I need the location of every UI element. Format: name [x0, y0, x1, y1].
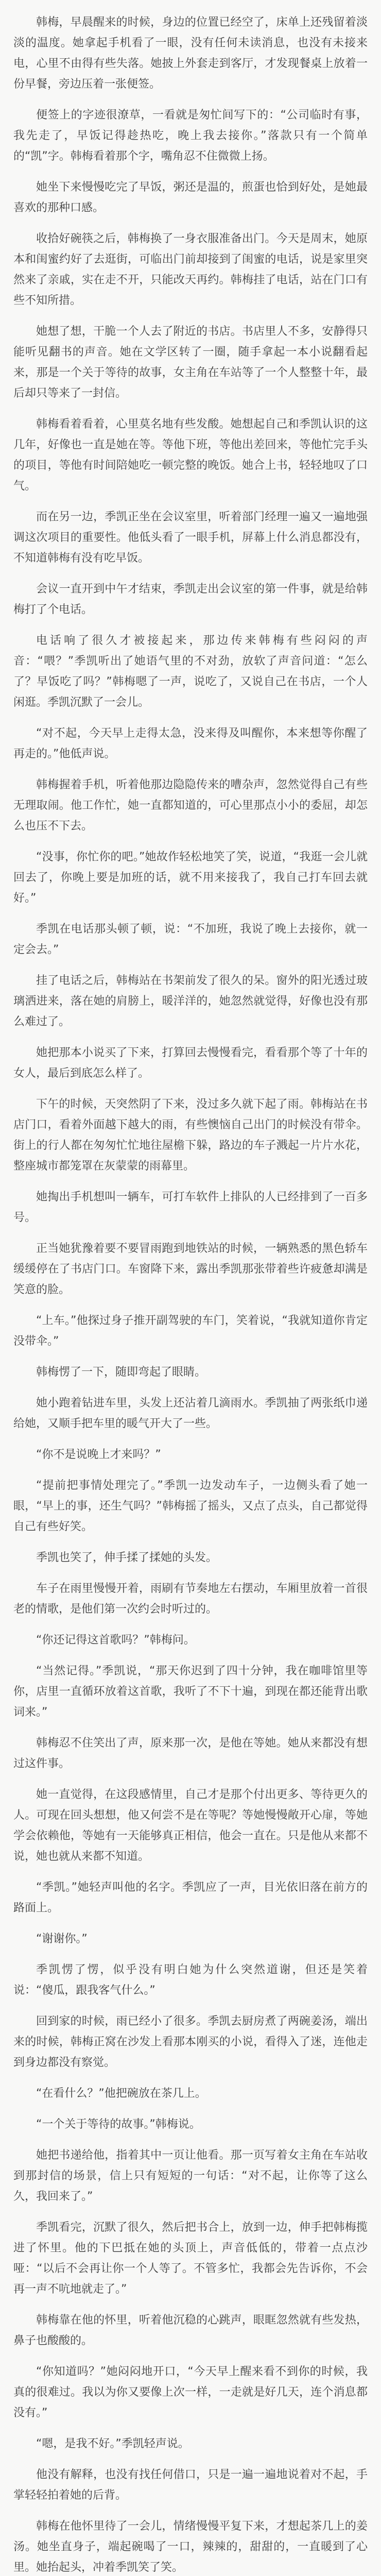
story-paragraph: “提前把事情处理完了。”季凯一边发动车子，一边侧头看了她一眼，“早上的事，还生气吗？”韩梅摇了摇头，又点了点头，自己都觉得自己有些好笑。 [13, 1479, 368, 1533]
story-paragraph: 她一直觉得，在这段感情里，自己才是那个付出更多、等待更久的人。可现在回头想想，他又何尝不是在等呢？等她慢慢敞开心扉，等她学会依赖他，等她有一天能够真正相信，他会一直在。只是他从来都不说，她也就从来都不知道。 [13, 1788, 368, 1863]
story-paragraph: “对不起，今天早上走得太急，没来得及叫醒你，本来想等你醒了再走的。”他低声说。 [13, 727, 368, 760]
story-paragraph: 韩梅看着看着，心里莫名地有些发酸。她想起自己和季凯认识的这几年，好像也一直是她在等。等他下班，等他出差回来，等他忙完手头的项目，等他有时间陪她吃一顿完整的晚饭。她合上书，轻轻地叹了口气。 [13, 418, 368, 493]
story-paragraph: 韩梅，早晨醒来的时候，身边的位置已经空了，床单上还残留着淡淡的温度。她拿起手机看了一眼，没有任何未读消息，也没有未接来电，心里不由得有些失落。她披上外套走到客厅，才发现餐桌上放着一份早餐，旁边压着一张便签。 [13, 16, 368, 91]
story-paragraph: “季凯。”她轻声叫他的名字。季凯应了一声，目光依旧落在前方的路面上。 [13, 1881, 368, 1914]
story-paragraph: 她坐下来慢慢吃完了早饭，粥还是温的，煎蛋也恰到好处，是她最喜欢的那种口感。 [13, 181, 368, 214]
story-paragraph: “你知道吗？”她闷闷地开口，“今天早上醒来看不到你的时候，我真的很难过。我以为你又要像上次一样，一走就是好几天，连个消息都没有。” [13, 2365, 368, 2419]
story-paragraph: 她把那本小说买了下来，打算回去慢慢看完，看看那个等了十年的女人，最后到底怎么样了。 [13, 1046, 368, 1080]
story-paragraph: 电话响了很久才被接起来，那边传来韩梅有些闷闷的声音：“喂？”季凯听出了她语气里的不对劲，放软了声音问道：“怎么了？早饭吃了吗？”韩梅嗯了一声，说吃了，又说自己在书店，一个人闲逛。季凯沉默了一会儿。 [13, 634, 368, 709]
story-paragraph: 韩梅愣了一下，随即弯起了眼睛。 [36, 1366, 206, 1379]
story-paragraph: 便签上的字迹很潦草，一看就是匆忙间写下的：“公司临时有事，我先走了，早饭记得趁热吃，晚上我去接你。”落款只有一个简单的“凯”字。韩梅看着那个字，嘴角忍不住微微上扬。 [13, 109, 368, 163]
story-paragraph: “你不是说晚上才来吗？” [36, 1448, 161, 1461]
story-paragraph: 季凯也笑了，伸手揉了揉她的头发。 [36, 1551, 218, 1564]
story-paragraph: 会议一直开到中午才结束，季凯走出会议室的第一件事，就是给韩梅打了个电话。 [13, 583, 368, 616]
story-paragraph: 韩梅靠在他的怀里，听着他沉稳的心跳声，眼眶忽然就有些发热，鼻子也酸酸的。 [13, 2314, 368, 2347]
story-paragraph: 挂了电话之后，韩梅站在书架前发了很久的呆。窗外的阳光透过玻璃洒进来，落在她的肩膀上，暖洋洋的，她忽然就觉得，好像也没有那么难过了。 [13, 974, 368, 1028]
story-paragraph: “谢谢你。” [36, 1933, 88, 1945]
story-paragraph: “你还记得这首歌吗？”韩梅问。 [36, 1634, 195, 1647]
story-paragraph: “上车。”他探过身子推开副驾驶的车门，笑着说，“我就知道你肯定没带伞。” [13, 1314, 368, 1348]
story-paragraph: 韩梅握着手机，听着他那边隐隐传来的嘈杂声，忽然觉得自己有些无理取闹。他工作忙，她一直都知道的，可心里那点小小的委屈，却怎么也压不下去。 [13, 778, 368, 833]
story-paragraph: 收拾好碗筷之后，韩梅换了一身衣服准备出门。今天是周末，她原本和闺蜜约好了去逛街，可临出门前却接到了闺蜜的电话，说是家里突然来了亲戚，实在走不开，只能改天再约。韩梅挂了电话，站在门口有些不知所措。 [13, 232, 368, 307]
story-paragraph: 她把书递给他，指着其中一页让他看。那一页写着女主角在车站收到那封信的场景，信上只有短短的一句话：“对不起，让你等了这么久，我回来了。” [13, 2149, 368, 2203]
story-paragraph: 她掏出手机想叫一辆车，可打车软件上排队的人已经排到了一百多号。 [13, 1191, 368, 1224]
story-paragraph: 而在另一边，季凯正坐在会议室里，听着部门经理一遍又一遍地强调这次项目的重要性。他低头看了一眼手机，屏幕上什么消息都没有，不知道韩梅有没有吃早饭。 [13, 511, 368, 565]
story-paragraph: “在看什么？”他把碗放在茶几上。 [36, 2087, 206, 2100]
story-paragraph: 她想了想，干脆一个人去了附近的书店。书店里人不多，安静得只能听见翻书的声音。她在文学区转了一圈，随手拿起一本小说翻看起来，那是一个关于等待的故事，女主角在车站等了一个人整整十年，最后却只等来了一封信。 [13, 325, 368, 400]
story-paragraph: 她小跑着钻进车里，头发上还沾着几滴雨水。季凯抽了两张纸巾递给她，又顺手把车里的暖气开大了一些。 [13, 1397, 368, 1430]
story-paragraph: 他没有解释，也没有找任何借口，只是一遍一遍地说着对不起，手掌轻轻拍着她的后背。 [13, 2468, 368, 2502]
story-paragraph: 季凯看完，沉默了很久，然后把书合上，放到一边，伸手把韩梅揽进了怀里。他的下巴抵在她的头顶上，声音低低的，带着一点点沙哑：“以后不会再让你一个人等了。不管多忙，我都会先告诉你，不会再一声不吭地就走了。” [13, 2221, 368, 2296]
story-paragraph: 韩梅在他怀里待了一会儿，情绪慢慢平复下来，才想起茶几上的姜汤。她坐直身子，端起碗喝了一口，辣辣的，甜甜的，一直暖到了心里。她抬起头，冲着季凯笑了笑。 [13, 2520, 368, 2574]
story-paragraph: “嗯，是我不好。”季凯轻声说。 [36, 2437, 189, 2450]
story-paragraph: 季凯愣了愣，似乎没有明白她为什么突然道谢，但还是笑着说：“傻瓜，跟我客气什么。” [13, 1963, 368, 1997]
story-paragraph: 车子在雨里慢慢开着，雨刷有节奏地左右摆动，车厢里放着一首很老的情歌，是他们第一次约会时听过的。 [13, 1582, 368, 1616]
story-paragraph: 回到家的时候，雨已经小了很多。季凯去厨房煮了两碗姜汤，端出来的时候，韩梅正窝在沙发上看那本刚买的小说，看得入了迷，连他走到身边都没有察觉。 [13, 2015, 368, 2069]
story-paragraph: 正当她犹豫着要不要冒雨跑到地铁站的时候，一辆熟悉的黑色轿车缓缓停在了书店门口。车窗降下来，露出季凯那张带着些许疲惫却满是笑意的脸。 [13, 1242, 368, 1296]
story-paragraph: 韩梅忍不住笑出了声，原来那一次，是他在等她。她从来都没有想过这件事。 [13, 1737, 368, 1770]
story-paragraph: “当然记得。”季凯说，“那天你迟到了四十分钟，我在咖啡馆里等你，店里一直循环放着这首歌，我听了不下十遍，到现在都还能背出歌词来。” [13, 1665, 368, 1719]
story-paragraph: 季凯在电话那头顿了顿，说：“不加班，我说了晚上去接你，就一定会去。” [13, 923, 368, 956]
story-paragraph: “一个关于等待的故事。”韩梅说。 [36, 2118, 201, 2131]
story-paragraph: “没事，你忙你的吧。”她故作轻松地笑了笑，说道，“我逛一会儿就回去了，你晚上要是加班的话，就不用来接我了，我自己打车回去就好。” [13, 851, 368, 905]
story-paragraph: 下午的时候，天突然阴了下来，没过多久就下起了雨。韩梅站在书店门口，看着外面越下越大的雨，有些懊恼自己出门的时候没有带伞。街上的行人都在匆匆忙忙地往屋檐下躲，路边的车子溅起一片片水花，整座城市都笼罩在灰蒙蒙的雨幕里。 [13, 1098, 368, 1173]
